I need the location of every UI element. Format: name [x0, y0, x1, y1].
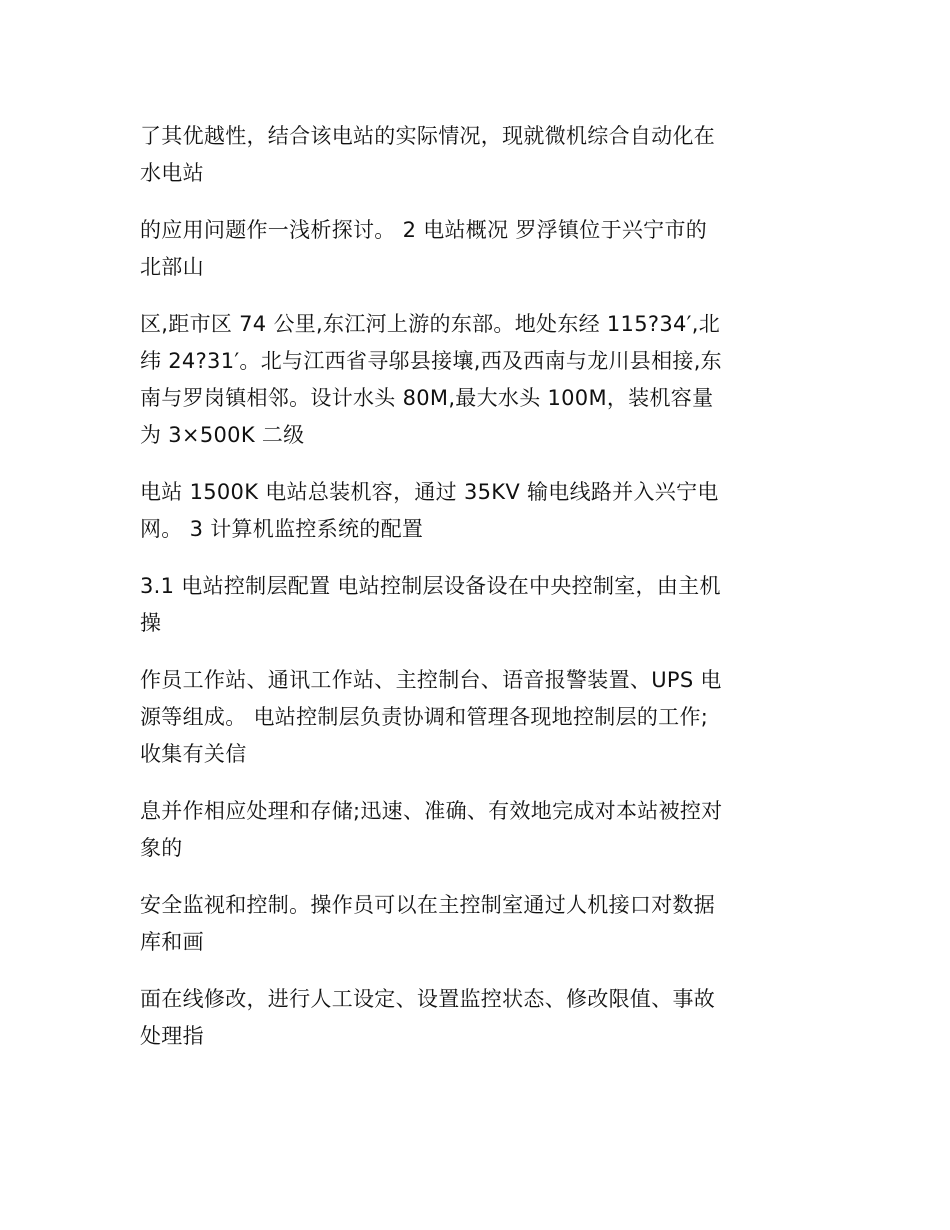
text-line: 电站 1500K 电站总装机容，通过 35KV 输电线路并入兴宁电 [140, 480, 719, 504]
paragraph [140, 793, 820, 867]
text-line: 为 3×500K 二级 [140, 423, 305, 447]
text-line: 作员工作站、通讯工作站、主控制台、语音报警装置、UPS 电 [140, 668, 722, 692]
paragraph [140, 212, 820, 286]
paragraph [140, 474, 820, 548]
text-line: 源等组成。 电站控制层负责协调和管理各现地控制层的工作; [140, 705, 709, 729]
paragraph [140, 118, 820, 192]
text-line: 水电站 [140, 161, 204, 185]
text-line: 安全监视和控制。操作员可以在主控制室通过人机接口对数据 [140, 893, 716, 917]
body-text [140, 118, 820, 1075]
paragraph [140, 887, 820, 961]
text-line: 库和画 [140, 930, 204, 954]
text-line: 象的 [140, 836, 183, 860]
text-line: 操 [140, 611, 162, 635]
paragraph [140, 568, 820, 642]
text-line: 纬 24?31′。北与江西省寻邬县接壤,西及西南与龙川县相接,东 [140, 349, 722, 373]
text-line: 面在线修改，进行人工设定、设置监控状态、修改限值、事故 [140, 987, 716, 1011]
paragraph [140, 662, 820, 773]
text-line: 了其优越性，结合该电站的实际情况，现就微机综合自动化在 [140, 124, 716, 148]
text-line: 的应用问题作一浅析探讨。 2 电站概况 罗浮镇位于兴宁市的 [140, 218, 708, 242]
text-line: 南与罗岗镇相邻。设计水头 80M,最大水头 100M，装机容量 [140, 386, 714, 410]
text-line: 北部山 [140, 255, 204, 279]
text-line: 网。 3 计算机监控系统的配置 [140, 517, 424, 541]
paragraph [140, 981, 820, 1055]
text-line: 收集有关信 [140, 742, 247, 766]
text-line: 3.1 电站控制层配置 电站控制层设备设在中央控制室，由主机 [140, 574, 721, 598]
text-line: 区,距市区 74 公里,东江河上游的东部。地处东经 115?34′,北 [140, 312, 720, 336]
text-line: 处理指 [140, 1024, 204, 1048]
paragraph [140, 306, 820, 454]
text-line: 息并作相应处理和存储;迅速、准确、有效地完成对本站被控对 [140, 799, 723, 823]
